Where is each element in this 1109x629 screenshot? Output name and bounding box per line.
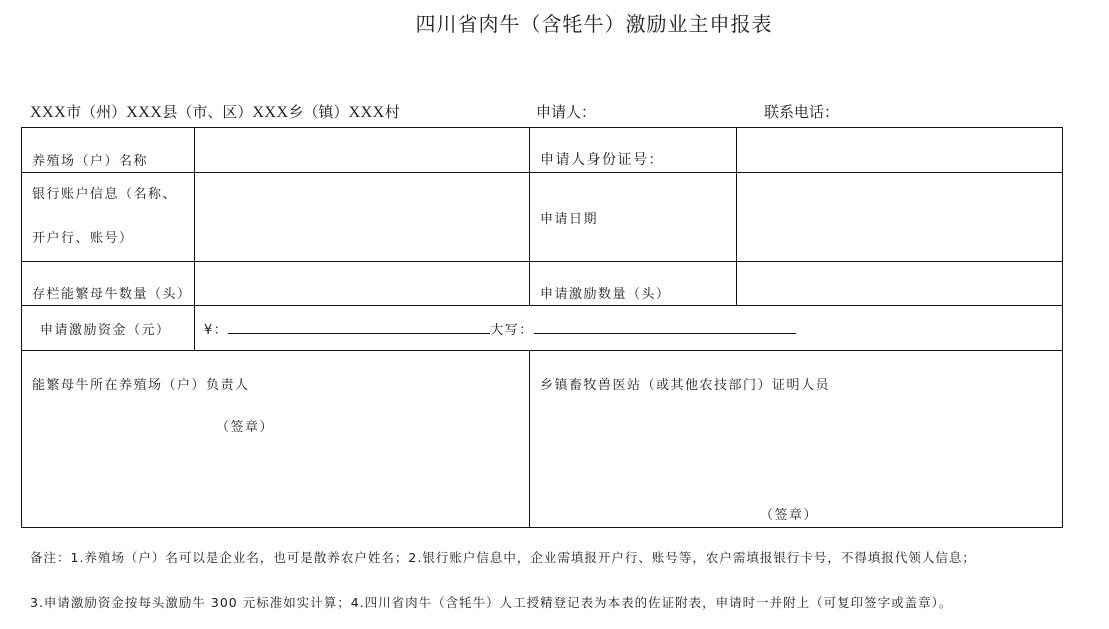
vet-station-signature-cell[interactable] <box>530 351 1063 528</box>
farm-head-signature-cell[interactable] <box>22 351 530 528</box>
farm-name-input-cell[interactable] <box>195 128 530 173</box>
village-placeholder: XXX <box>348 104 385 121</box>
applicant-id-label-cell <box>530 128 737 173</box>
capital-amount-field[interactable] <box>534 319 796 334</box>
city-label: 市（州） <box>66 103 127 121</box>
farm-name-label: 养殖场（户）名称 <box>32 153 149 169</box>
form-row-bank-info <box>22 173 1063 262</box>
phone-label: 联系电话： <box>764 103 840 121</box>
bank-info-label-line2: 开户行、账号） <box>32 231 134 246</box>
farm-name-label-cell <box>22 128 195 173</box>
bank-info-label-cell <box>22 173 195 262</box>
bank-info-input-cell[interactable] <box>195 173 530 262</box>
yen-amount-field[interactable] <box>228 319 490 334</box>
bank-info-label-line1: 银行账户信息（名称、 <box>32 187 178 202</box>
applicant-id-input-cell[interactable] <box>737 128 1063 173</box>
apply-date-label-cell <box>530 173 737 262</box>
seal-left-label: （签章） <box>216 420 275 435</box>
apply-date-input-cell[interactable] <box>737 173 1063 262</box>
breeding-cow-count-label-cell <box>22 262 195 306</box>
township-placeholder: XXX <box>252 104 289 121</box>
capital-label: 大写： <box>490 322 534 338</box>
city-placeholder: XXX <box>30 104 67 121</box>
funds-label-cell <box>22 306 195 351</box>
breeding-cow-count-input-cell[interactable] <box>195 262 530 306</box>
applicant-id-label: 申请人身份证号： <box>540 152 664 168</box>
funds-label: 申请激励资金（元） <box>40 322 171 338</box>
apply-date-label: 申请日期 <box>540 211 599 227</box>
yen-label: ¥： <box>204 322 229 338</box>
seal-right-label: （签章） <box>760 508 819 523</box>
page-title: 四川省肉牛（含牦牛）激励业主申报表 <box>415 12 773 36</box>
applicant-label: 申请人： <box>536 103 597 121</box>
form-row-funds <box>22 306 1063 351</box>
incentive-count-label: 申请激励数量（头） <box>540 286 671 302</box>
form-row-signatures <box>22 351 1063 528</box>
note-line-1: 备注：1.养殖场（户）名可以是企业名，也可是散养农户姓名；2.银行账户信息中，企业需填报开户行、账号等，农户需填报银行卡号，不得填报代领人信息； <box>30 550 976 565</box>
breeding-cow-count-label: 存栏能繁母牛数量（头） <box>32 286 192 302</box>
farm-head-label: 能繁母牛所在养殖场（户）负责人 <box>32 378 250 393</box>
application-form-table <box>21 127 1063 528</box>
incentive-count-label-cell <box>530 262 737 306</box>
incentive-count-input-cell[interactable] <box>737 262 1063 306</box>
township-label: 乡（镇） <box>288 103 349 121</box>
county-label: 县（市、区） <box>162 103 253 121</box>
form-row-farm-name <box>22 128 1063 173</box>
vet-station-label: 乡镇畜牧兽医站（或其他农技部门）证明人员 <box>540 378 831 393</box>
location-line <box>30 101 400 122</box>
county-placeholder: XXX <box>126 104 163 121</box>
village-label: 村 <box>384 103 400 121</box>
funds-input-cell <box>195 306 1063 351</box>
note-line-2: 3.申请激励资金按每头激励牛 300 元标准如实计算；4.四川省肉牛（含牦牛）人工授精登记表为本表的佐证附表，申请时一并附上（可复印签字或盖章）。 <box>30 595 953 610</box>
form-row-counts <box>22 262 1063 306</box>
